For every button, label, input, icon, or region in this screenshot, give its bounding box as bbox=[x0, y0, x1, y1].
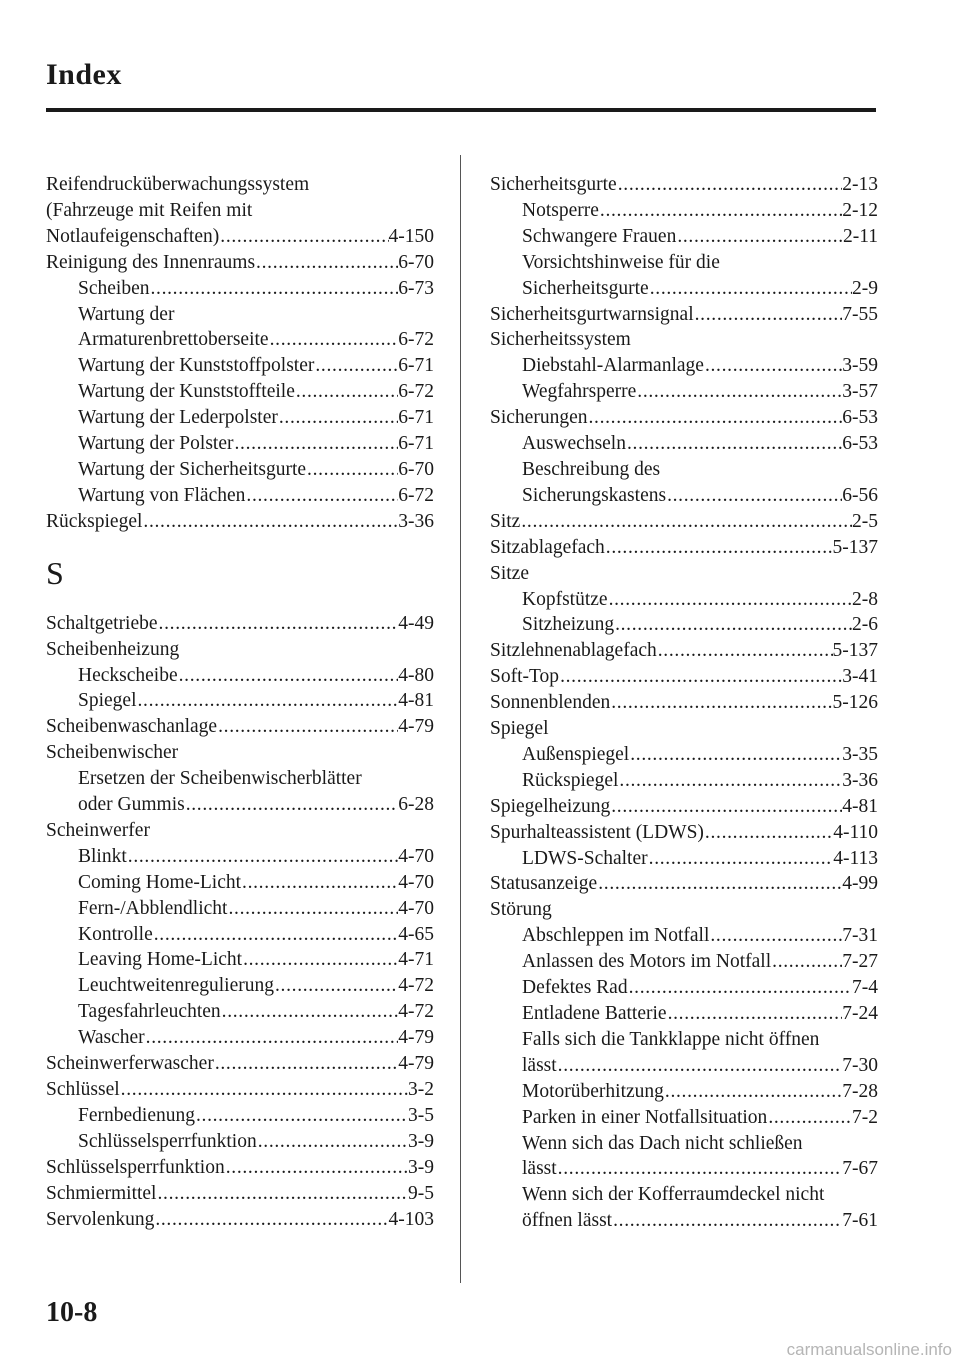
index-subentry bbox=[490, 224, 878, 250]
leader-dots bbox=[257, 1129, 408, 1155]
index-entry bbox=[46, 818, 434, 844]
index-subentry bbox=[46, 405, 434, 431]
entry-page-ref: 4-99 bbox=[842, 873, 878, 895]
index-subentry bbox=[46, 483, 434, 509]
leader-dots bbox=[145, 1025, 399, 1051]
index-column-left bbox=[46, 172, 434, 1232]
index-subentry bbox=[46, 1103, 434, 1129]
leader-dots bbox=[610, 690, 832, 716]
entry-label: Sicherheitsgurtwarnsignal bbox=[490, 303, 694, 325]
entry-label: Vorsichtshinweise für die bbox=[522, 251, 720, 273]
entry-label: Reinigung des Innenraums bbox=[46, 251, 256, 273]
leader-dots bbox=[617, 172, 843, 198]
leader-dots bbox=[667, 1001, 843, 1027]
index-entry bbox=[490, 509, 878, 535]
leader-dots bbox=[676, 224, 843, 250]
entry-label: Sitzablagefach bbox=[490, 536, 605, 558]
entry-label: Schlüsselsperrfunktion bbox=[78, 1130, 257, 1152]
entry-label: Spiegel bbox=[490, 718, 549, 740]
entry-page-ref: 6-28 bbox=[398, 794, 434, 816]
entry-page-ref: 4-150 bbox=[388, 225, 434, 247]
entry-label: Sicherheitssystem bbox=[490, 329, 631, 351]
leader-dots bbox=[156, 1181, 408, 1207]
entry-label: Wartung der Kunststoffteile bbox=[78, 381, 295, 403]
entry-page-ref: 6-71 bbox=[398, 433, 434, 455]
entry-label: Kontrolle bbox=[78, 923, 153, 945]
leader-dots bbox=[314, 353, 398, 379]
leader-dots bbox=[306, 457, 398, 483]
index-subentry bbox=[46, 327, 434, 353]
entry-page-ref: 6-72 bbox=[398, 329, 434, 351]
index-entry bbox=[490, 820, 878, 846]
leader-dots bbox=[767, 1105, 852, 1131]
entry-label: Kopfstütze bbox=[522, 588, 608, 610]
entry-page-ref: 6-72 bbox=[398, 484, 434, 506]
entry-label: Wascher bbox=[78, 1027, 145, 1049]
index-entry bbox=[490, 638, 878, 664]
entry-label: Blinkt bbox=[78, 845, 127, 867]
entry-page-ref: 6-73 bbox=[398, 277, 434, 299]
entry-page-ref: 7-27 bbox=[842, 951, 878, 973]
entry-label: Armaturenbrettoberseite bbox=[78, 329, 269, 351]
leader-dots bbox=[636, 379, 842, 405]
entry-page-ref: 6-56 bbox=[842, 484, 878, 506]
leader-dots bbox=[137, 688, 399, 714]
entry-page-ref: 7-61 bbox=[842, 1210, 878, 1232]
leader-dots bbox=[120, 1077, 408, 1103]
index-entry bbox=[46, 224, 434, 250]
entry-label: öffnen lässt bbox=[522, 1210, 613, 1232]
index-subentry bbox=[490, 742, 878, 768]
index-subentry bbox=[490, 1156, 878, 1182]
leader-dots bbox=[520, 509, 852, 535]
entry-page-ref: 7-4 bbox=[852, 977, 878, 999]
entry-page-ref: 4-110 bbox=[833, 821, 878, 843]
entry-label: Auswechseln bbox=[522, 433, 626, 455]
index-subentry bbox=[46, 922, 434, 948]
index-subentry bbox=[490, 949, 878, 975]
entry-label: Leaving Home-Licht bbox=[78, 949, 243, 971]
leader-dots bbox=[557, 1053, 843, 1079]
leader-dots bbox=[225, 1155, 408, 1181]
index-entry bbox=[490, 327, 878, 353]
index-entry bbox=[46, 1051, 434, 1077]
entry-page-ref: 4-81 bbox=[398, 690, 434, 712]
index-entry bbox=[46, 740, 434, 766]
entry-page-ref: 4-72 bbox=[398, 1001, 434, 1023]
entry-label: Scheiben bbox=[78, 277, 150, 299]
entry-page-ref: 5-137 bbox=[832, 640, 878, 662]
entry-label: Wartung der Kunststoffpolster bbox=[78, 355, 315, 377]
entry-page-ref: 5-137 bbox=[832, 536, 878, 558]
index-subentry bbox=[46, 792, 434, 818]
entry-label: Sitzheizung bbox=[522, 614, 615, 636]
leader-dots bbox=[614, 612, 852, 638]
leader-dots bbox=[666, 483, 842, 509]
entry-page-ref: 7-55 bbox=[842, 303, 878, 325]
entry-page-ref: 4-70 bbox=[398, 871, 434, 893]
entry-page-ref: 2-11 bbox=[842, 225, 878, 247]
leader-dots bbox=[618, 768, 842, 794]
index-subentry bbox=[46, 431, 434, 457]
entry-label: Coming Home-Licht bbox=[78, 871, 242, 893]
entry-page-ref: 3-2 bbox=[408, 1079, 434, 1100]
entry-label: Wartung der Polster bbox=[78, 433, 234, 455]
index-entry bbox=[46, 250, 434, 276]
index-subentry bbox=[490, 1105, 878, 1131]
entry-label: Sicherheitsgurte bbox=[490, 174, 617, 195]
index-subentry bbox=[490, 612, 878, 638]
entry-label: Schmiermittel bbox=[46, 1182, 157, 1204]
entry-page-ref: 4-70 bbox=[398, 845, 434, 867]
entry-label: Falls sich die Tankklappe nicht öffnen bbox=[522, 1028, 820, 1050]
entry-label: Tagesfahrleuchten bbox=[78, 1001, 221, 1023]
leader-dots bbox=[269, 327, 399, 353]
entry-page-ref: 4-70 bbox=[398, 897, 434, 919]
leader-dots bbox=[612, 1208, 842, 1234]
leader-dots bbox=[657, 638, 833, 664]
index-subentry bbox=[490, 1131, 878, 1157]
entry-label: Abschleppen im Notfall bbox=[522, 925, 710, 947]
entry-page-ref: 2-6 bbox=[852, 614, 878, 636]
leader-dots bbox=[149, 276, 398, 302]
entry-label: Rückspiegel bbox=[46, 510, 143, 532]
entry-label: Fernbedienung bbox=[78, 1104, 195, 1126]
index-subentry bbox=[490, 431, 878, 457]
column-divider bbox=[460, 155, 461, 1283]
leader-dots bbox=[557, 1156, 843, 1182]
entry-page-ref: 7-2 bbox=[852, 1106, 878, 1128]
entry-page-ref: 4-103 bbox=[388, 1208, 434, 1230]
entry-page-ref: 6-53 bbox=[842, 433, 878, 455]
leader-dots bbox=[233, 431, 398, 457]
leader-dots bbox=[771, 949, 842, 975]
entry-label: Spurhalteassistent (LDWS) bbox=[490, 821, 704, 843]
leader-dots bbox=[127, 844, 398, 870]
index-entry bbox=[46, 198, 434, 224]
entry-label: Störung bbox=[490, 899, 552, 921]
leader-dots bbox=[709, 923, 842, 949]
leader-dots bbox=[227, 896, 398, 922]
entry-label: Soft-Top bbox=[490, 666, 560, 688]
index-subentry bbox=[490, 1182, 878, 1208]
index-subentry bbox=[46, 353, 434, 379]
entry-label: Fern-/Abblendlicht bbox=[78, 897, 228, 919]
entry-page-ref: 9-5 bbox=[408, 1182, 434, 1204]
leader-dots bbox=[195, 1103, 408, 1129]
entry-label: Beschreibung des bbox=[522, 458, 661, 480]
index-subentry bbox=[490, 1208, 878, 1234]
entry-label: lässt bbox=[522, 1158, 557, 1180]
leader-dots bbox=[178, 663, 399, 689]
entry-page-ref: 4-79 bbox=[398, 1027, 434, 1049]
index-entry bbox=[490, 897, 878, 923]
entry-label: Sicherungskastens bbox=[522, 484, 667, 506]
entry-page-ref: 4-72 bbox=[398, 975, 434, 997]
entry-label: LDWS-Schalter bbox=[522, 847, 648, 869]
index-entry bbox=[490, 871, 878, 897]
entry-label: Leuchtweitenregulierung bbox=[78, 975, 274, 997]
entry-page-ref: 6-70 bbox=[398, 458, 434, 480]
entry-page-ref: 6-71 bbox=[398, 355, 434, 377]
entry-label: Rückspiegel bbox=[522, 769, 619, 791]
entry-page-ref: 3-36 bbox=[842, 769, 878, 791]
index-subentry bbox=[490, 587, 878, 613]
entry-page-ref: 7-31 bbox=[842, 925, 878, 947]
leader-dots bbox=[154, 1207, 388, 1233]
leader-dots bbox=[255, 250, 398, 276]
entry-label: Wegfahrsperre bbox=[522, 381, 637, 403]
entry-label: Scheibenheizung bbox=[46, 638, 180, 660]
entry-page-ref: 3-59 bbox=[842, 355, 878, 377]
index-column-right bbox=[490, 172, 878, 1234]
index-entry bbox=[46, 509, 434, 535]
index-entry bbox=[46, 714, 434, 740]
leader-dots bbox=[142, 509, 398, 535]
entry-page-ref: 7-24 bbox=[842, 1003, 878, 1024]
index-subentry bbox=[490, 768, 878, 794]
leader-dots bbox=[153, 922, 399, 948]
entry-page-ref: 2-12 bbox=[842, 199, 878, 221]
entry-label: (Fahrzeuge mit Reifen mit bbox=[46, 199, 253, 221]
leader-dots bbox=[629, 742, 842, 768]
index-subentry bbox=[46, 844, 434, 870]
index-entry bbox=[46, 1077, 434, 1103]
entry-page-ref: 4-80 bbox=[398, 664, 434, 686]
leader-dots bbox=[242, 947, 398, 973]
entry-page-ref: 3-36 bbox=[398, 510, 434, 532]
index-entry bbox=[490, 535, 878, 561]
entry-label: Motorüberhitzung bbox=[522, 1080, 664, 1102]
leader-dots bbox=[704, 353, 842, 379]
index-subentry bbox=[490, 198, 878, 224]
entry-page-ref: 4-79 bbox=[398, 1053, 434, 1075]
leader-dots bbox=[704, 820, 833, 846]
entry-label: Wartung der bbox=[78, 303, 175, 325]
entry-label: Sonnenblenden bbox=[490, 692, 611, 714]
entry-label: Scheinwerfer bbox=[46, 819, 150, 841]
index-subentry bbox=[46, 379, 434, 405]
leader-dots bbox=[559, 664, 842, 690]
section-letter: S bbox=[46, 554, 64, 591]
entry-page-ref: 3-41 bbox=[842, 666, 878, 688]
entry-label: Spiegelheizung bbox=[490, 795, 611, 817]
entry-page-ref: 4-65 bbox=[398, 923, 434, 945]
index-entry bbox=[46, 172, 434, 198]
entry-label: Scheibenwaschanlage bbox=[46, 716, 218, 738]
index-entry bbox=[490, 172, 878, 198]
header-rule bbox=[46, 108, 876, 112]
entry-page-ref: 2-9 bbox=[852, 277, 878, 299]
leader-dots bbox=[158, 611, 399, 637]
entry-label: Sicherheitsgurte bbox=[522, 277, 649, 299]
leader-dots bbox=[587, 405, 842, 431]
entry-label: Schlüsselsperrfunktion bbox=[46, 1156, 225, 1178]
index-entry bbox=[490, 561, 878, 587]
index-subentry bbox=[490, 379, 878, 405]
index-subentry bbox=[46, 1129, 434, 1155]
index-entry bbox=[46, 611, 434, 637]
entry-label: Ersetzen der Scheibenwischerblätter bbox=[78, 768, 362, 790]
entry-label: Servolenkung bbox=[46, 1208, 155, 1230]
index-subentry bbox=[46, 999, 434, 1025]
entry-label: Reifendrucküberwachungssystem bbox=[46, 174, 310, 195]
index-subentry bbox=[46, 302, 434, 328]
entry-label: Scheinwerferwascher bbox=[46, 1053, 214, 1075]
index-subentry bbox=[490, 457, 878, 483]
entry-page-ref: 4-81 bbox=[842, 795, 878, 817]
entry-label: Anlassen des Motors im Notfall bbox=[522, 951, 772, 973]
entry-label: Notlaufeigenschaften) bbox=[46, 225, 220, 247]
leader-dots bbox=[626, 431, 842, 457]
index-subentry bbox=[46, 766, 434, 792]
index-entry bbox=[490, 302, 878, 328]
leader-dots bbox=[185, 792, 399, 818]
entry-page-ref: 2-5 bbox=[852, 510, 878, 532]
entry-page-ref: 3-35 bbox=[842, 743, 878, 765]
entry-label: Notsperre bbox=[522, 199, 599, 221]
index-subentry bbox=[46, 688, 434, 714]
entry-page-ref: 7-28 bbox=[842, 1080, 878, 1102]
entry-label: Heckscheibe bbox=[78, 664, 178, 686]
entry-page-ref: 6-72 bbox=[398, 381, 434, 403]
index-entry bbox=[46, 1207, 434, 1233]
index-subentry bbox=[46, 457, 434, 483]
index-subentry bbox=[490, 483, 878, 509]
entry-label: Wartung von Flächen bbox=[78, 484, 246, 506]
index-entry bbox=[490, 664, 878, 690]
entry-page-ref: 3-5 bbox=[408, 1104, 434, 1126]
entry-label: Wenn sich der Kofferraumdeckel nicht bbox=[522, 1184, 825, 1206]
entry-page-ref: 6-71 bbox=[398, 407, 434, 429]
leader-dots bbox=[628, 975, 852, 1001]
index-subentry bbox=[46, 896, 434, 922]
entry-label: Außenspiegel bbox=[522, 743, 630, 765]
leader-dots bbox=[278, 405, 398, 431]
index-entry bbox=[490, 405, 878, 431]
entry-page-ref: 3-57 bbox=[842, 381, 878, 403]
leader-dots bbox=[214, 1051, 398, 1077]
index-entry bbox=[46, 637, 434, 663]
entry-page-ref: 6-70 bbox=[398, 251, 434, 273]
entry-label: Sitzlehnenablagefach bbox=[490, 640, 657, 662]
entry-label: Wartung der Lederpolster bbox=[78, 407, 278, 429]
entry-page-ref: 4-79 bbox=[398, 716, 434, 738]
entry-page-ref: 4-113 bbox=[833, 847, 878, 869]
page-number: 10-8 bbox=[46, 1297, 98, 1328]
index-subentry bbox=[490, 1079, 878, 1105]
entry-page-ref: 2-13 bbox=[842, 174, 878, 195]
entry-label: oder Gummis bbox=[78, 794, 185, 816]
leader-dots bbox=[610, 794, 842, 820]
leader-dots bbox=[597, 871, 842, 897]
leader-dots bbox=[219, 224, 388, 250]
entry-page-ref: 4-49 bbox=[398, 612, 434, 634]
leader-dots bbox=[241, 870, 398, 896]
index-subentry bbox=[490, 353, 878, 379]
index-subentry bbox=[46, 870, 434, 896]
index-subentry bbox=[46, 276, 434, 302]
entry-label: Sicherungen bbox=[490, 407, 588, 429]
entry-label: Diebstahl-Alarmanlage bbox=[522, 355, 704, 377]
leader-dots bbox=[221, 999, 399, 1025]
entry-label: lässt bbox=[522, 1054, 557, 1076]
entry-label: Scheibenwischer bbox=[46, 742, 179, 764]
entry-page-ref: 2-8 bbox=[852, 588, 878, 610]
index-subentry bbox=[490, 250, 878, 276]
leader-dots bbox=[694, 302, 843, 328]
entry-label: Schwangere Frauen bbox=[522, 225, 677, 247]
index-subentry bbox=[490, 923, 878, 949]
entry-label: Statusanzeige bbox=[490, 873, 598, 895]
index-subentry bbox=[490, 975, 878, 1001]
leader-dots bbox=[599, 198, 842, 224]
index-subentry bbox=[46, 1025, 434, 1051]
entry-label: Spiegel bbox=[78, 690, 137, 712]
index-subentry bbox=[46, 663, 434, 689]
index-subentry bbox=[490, 1001, 878, 1027]
index-entry bbox=[490, 716, 878, 742]
entry-page-ref: 3-9 bbox=[408, 1130, 434, 1152]
entry-label: Wenn sich das Dach nicht schließen bbox=[522, 1132, 803, 1154]
index-entry bbox=[46, 1155, 434, 1181]
entry-page-ref: 3-9 bbox=[408, 1156, 434, 1178]
index-subentry bbox=[490, 1053, 878, 1079]
leader-dots bbox=[217, 714, 398, 740]
index-entry bbox=[490, 690, 878, 716]
leader-dots bbox=[295, 379, 398, 405]
leader-dots bbox=[274, 973, 398, 999]
leader-dots bbox=[664, 1079, 842, 1105]
index-entry bbox=[490, 794, 878, 820]
leader-dots bbox=[608, 587, 852, 613]
leader-dots bbox=[648, 846, 834, 872]
entry-label: Wartung der Sicherheitsgurte bbox=[78, 458, 307, 480]
entry-page-ref: 4-71 bbox=[398, 949, 434, 971]
page-title: Index bbox=[46, 58, 122, 91]
index-subentry bbox=[490, 276, 878, 302]
entry-label: Entladene Batterie bbox=[522, 1003, 667, 1024]
index-subentry bbox=[46, 947, 434, 973]
watermark: carmanualsonline.info bbox=[786, 1340, 952, 1359]
entry-page-ref: 7-30 bbox=[842, 1054, 878, 1076]
entry-page-ref: 7-67 bbox=[842, 1158, 878, 1180]
index-subentry bbox=[46, 973, 434, 999]
entry-label: Sitze bbox=[490, 562, 529, 584]
entry-label: Defektes Rad bbox=[522, 977, 628, 999]
entry-label: Schaltgetriebe bbox=[46, 612, 158, 634]
entry-page-ref: 6-53 bbox=[842, 407, 878, 429]
entry-label: Sitz bbox=[490, 510, 521, 532]
index-entry bbox=[46, 1181, 434, 1207]
leader-dots bbox=[245, 483, 398, 509]
index-subentry bbox=[490, 1027, 878, 1053]
leader-dots bbox=[649, 276, 852, 302]
entry-label: Schlüssel bbox=[46, 1079, 120, 1100]
entry-page-ref: 5-126 bbox=[832, 692, 878, 714]
leader-dots bbox=[605, 535, 833, 561]
entry-label: Parken in einer Notfallsituation bbox=[522, 1106, 768, 1128]
index-subentry bbox=[490, 846, 878, 872]
